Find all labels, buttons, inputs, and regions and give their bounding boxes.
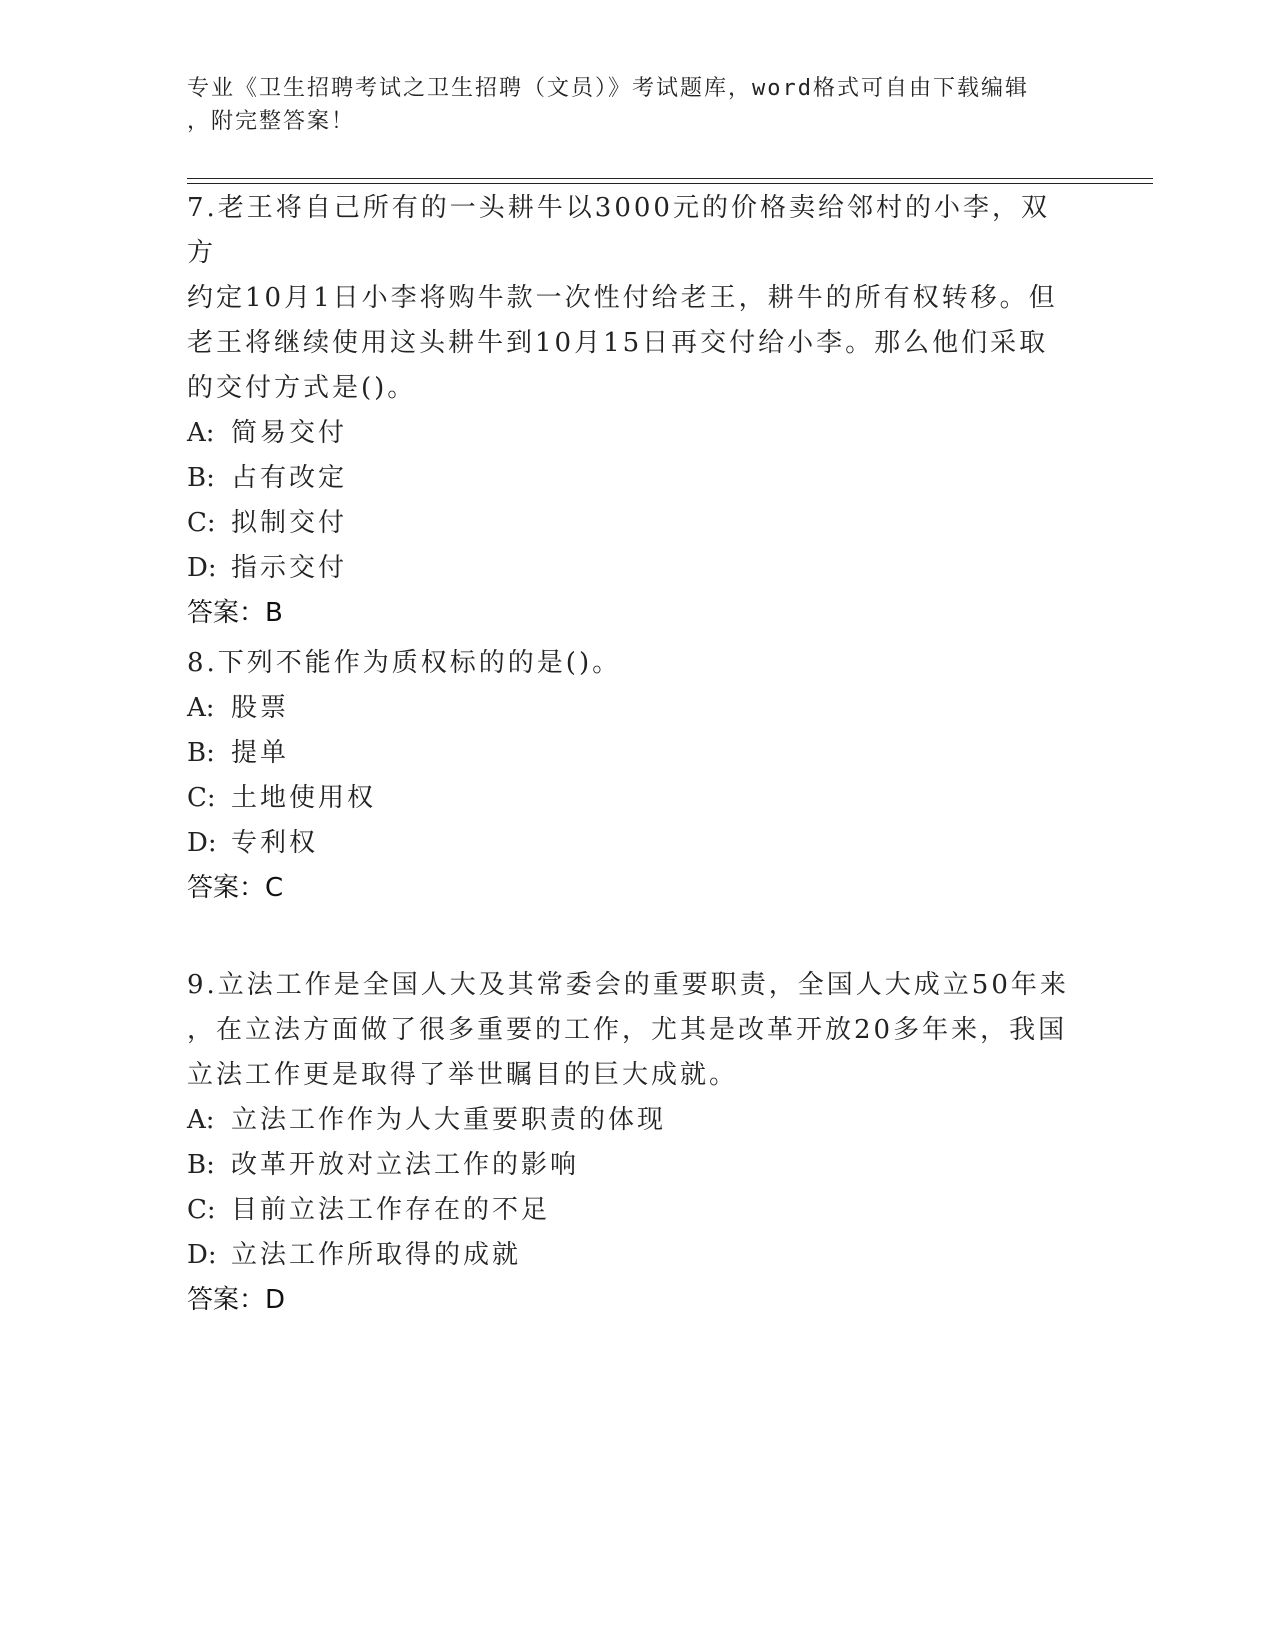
- header-line-1: 专业《卫生招聘考试之卫生招聘（文员）》考试题库，word格式可自由下载编辑: [187, 76, 1029, 101]
- option-d: [187, 821, 1077, 866]
- question-stem-line: 7.老王将自己所有的一头耕牛以3000元的价格卖给邻村的小李，双方: [187, 193, 1050, 268]
- option-key: C:: [187, 783, 216, 813]
- option-text: 简易交付: [231, 418, 348, 448]
- answer: 答案：D: [187, 1285, 286, 1315]
- option-text: 立法工作所取得的成就: [231, 1240, 522, 1270]
- option-text: 立法工作作为人大重要职责的体现: [231, 1105, 667, 1135]
- option-text: 改革开放对立法工作的影响: [231, 1150, 580, 1180]
- option-key: A:: [187, 418, 215, 448]
- option-key: C:: [187, 508, 216, 538]
- option-d: [187, 1233, 1077, 1278]
- question-stem-line: 8.下列不能作为质权标的的是()。: [187, 648, 622, 678]
- answer: 答案：C: [187, 873, 284, 903]
- option-b: [187, 456, 1077, 501]
- option-key: D:: [187, 553, 217, 583]
- document-header: [187, 72, 1067, 138]
- option-text: 拟制交付: [231, 508, 348, 538]
- option-key: A:: [187, 693, 215, 723]
- option-text: 指示交付: [231, 553, 348, 583]
- option-b: [187, 1143, 1077, 1188]
- header-divider-bottom: [187, 183, 1153, 184]
- option-key: D:: [187, 828, 217, 858]
- question-stem-line: 立法工作更是取得了举世瞩目的巨大成就。: [187, 1060, 739, 1090]
- option-c: [187, 501, 1077, 546]
- header-line-2: ，附完整答案！: [187, 109, 356, 134]
- question-8: [187, 641, 1077, 911]
- question-stem-line: 的交付方式是()。: [187, 373, 417, 403]
- option-key: B:: [187, 1150, 215, 1180]
- question-stem-line: 老王将继续使用这头耕牛到10月15日再交付给小李。那么他们采取: [187, 328, 1049, 358]
- option-key: A:: [187, 1105, 215, 1135]
- option-text: 占有改定: [231, 463, 348, 493]
- answer: 答案：B: [187, 598, 283, 628]
- option-key: C:: [187, 1195, 216, 1225]
- option-text: 目前立法工作存在的不足: [231, 1195, 551, 1225]
- question-stem-line: 约定10月1日小李将购牛款一次性付给老王，耕牛的所有权转移。但: [187, 283, 1058, 313]
- option-b: [187, 731, 1077, 776]
- option-text: 提单: [231, 738, 290, 768]
- option-text: 土地使用权: [231, 783, 377, 813]
- option-text: 股票: [231, 693, 290, 723]
- question-stem-line: 9.立法工作是全国人大及其常委会的重要职责，全国人大成立50年来: [187, 970, 1069, 1000]
- option-text: 专利权: [231, 828, 319, 858]
- option-key: B:: [187, 463, 215, 493]
- option-c: [187, 1188, 1077, 1233]
- option-c: [187, 776, 1077, 821]
- question-stem-line: ，在立法方面做了很多重要的工作，尤其是改革开放20多年来，我国: [187, 1015, 1068, 1045]
- header-divider-top: [187, 178, 1153, 179]
- option-a: [187, 686, 1077, 731]
- option-key: D:: [187, 1240, 217, 1270]
- option-key: B:: [187, 738, 215, 768]
- question-9: [187, 963, 1077, 1323]
- option-d: [187, 546, 1077, 591]
- option-a: [187, 1098, 1077, 1143]
- option-a: [187, 411, 1077, 456]
- question-7: [187, 186, 1077, 636]
